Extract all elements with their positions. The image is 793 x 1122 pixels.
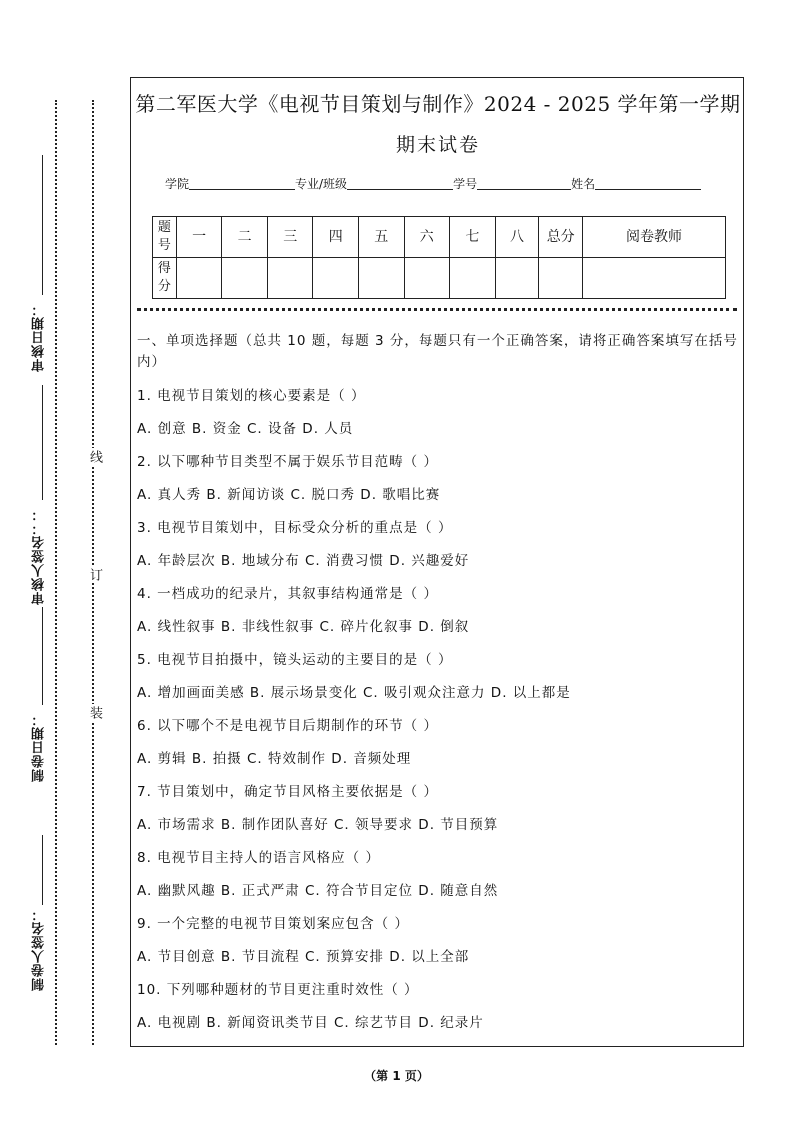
question-10: 10. 下列哪种题材的节目更注重时效性（ ） — [137, 982, 419, 998]
header-cell-question-no: 题号 — [153, 217, 177, 258]
score-cell-6[interactable] — [404, 258, 450, 299]
setter-date-label: 制卷日期： — [32, 712, 47, 782]
score-table-score-row — [153, 258, 726, 299]
options-1: A. 创意 B. 资金 C. 设备 D. 人员 — [137, 421, 354, 437]
name-label: 姓名 — [571, 177, 596, 191]
question-4: 4. 一档成功的纪录片，其叙事结构通常是（ ） — [137, 586, 438, 602]
section-single-choice — [137, 331, 741, 1043]
section-heading: 一、单项选择题（总共 10 题，每题 3 分，每题只有一个正确答案，请将正确答案填写在括号内） — [137, 333, 738, 370]
score-cell-8[interactable] — [495, 258, 539, 299]
header-cell-6: 六 — [404, 217, 450, 258]
binding-char-seal: 装 — [87, 706, 102, 719]
question-5: 5. 电视节目拍摄中，镜头运动的主要目的是（ ） — [137, 652, 453, 668]
header-cell-grader: 阅卷教师 — [583, 217, 726, 258]
page-number: （第 1 页） — [364, 1069, 429, 1083]
major-label: 专业/班级 — [295, 177, 348, 191]
score-cell-2[interactable] — [222, 258, 268, 299]
options-10: A. 电视剧 B. 新闻资讯类节目 C. 综艺节目 D. 纪录片 — [137, 1015, 484, 1031]
college-field[interactable] — [189, 177, 295, 190]
score-row-label: 得分 — [153, 258, 177, 299]
reviewer-signature-label: 审核人签名：： — [32, 507, 47, 605]
header-cell-8: 八 — [495, 217, 539, 258]
header-cell-2: 二 — [222, 217, 268, 258]
score-table-header-row — [153, 217, 726, 258]
dotted-separator — [137, 308, 737, 311]
setter-signature-label: 制卷人签名： — [32, 907, 47, 991]
question-3: 3. 电视节目策划中，目标受众分析的重点是（ ） — [137, 520, 453, 536]
binding-margin — [0, 0, 128, 1122]
score-cell-7[interactable] — [450, 258, 496, 299]
question-7: 7. 节目策划中，确定节目风格主要依据是（ ） — [137, 784, 438, 800]
options-2: A. 真人秀 B. 新闻访谈 C. 脱口秀 D. 歌唱比赛 — [137, 487, 441, 503]
exam-title: 第二军医大学《电视节目策划与制作》2024 - 2025 学年第一学期 — [135, 92, 741, 116]
review-date-underline — [42, 155, 43, 295]
binding-char-bind: 订 — [87, 568, 102, 581]
header-cell-5: 五 — [359, 217, 405, 258]
score-cell-5[interactable] — [359, 258, 405, 299]
question-8: 8. 电视节目主持人的语言风格应（ ） — [137, 850, 380, 866]
score-cell-grader[interactable] — [583, 258, 726, 299]
student-id-field[interactable] — [477, 177, 571, 190]
options-3: A. 年龄层次 B. 地域分布 C. 消费习惯 D. 兴趣爱好 — [137, 553, 470, 569]
reviewer-signature-underline — [42, 385, 43, 500]
header-cell-1: 一 — [176, 217, 222, 258]
score-cell-total[interactable] — [539, 258, 583, 299]
score-table — [152, 216, 726, 299]
header-cell-7: 七 — [450, 217, 496, 258]
header-cell-4: 四 — [313, 217, 359, 258]
college-label: 学院 — [165, 177, 190, 191]
options-7: A. 市场需求 B. 制作团队喜好 C. 领导要求 D. 节目预算 — [137, 817, 499, 833]
score-cell-4[interactable] — [313, 258, 359, 299]
question-9: 9. 一个完整的电视节目策划案应包含（ ） — [137, 916, 409, 932]
exam-subtitle: 期末试卷 — [395, 134, 480, 156]
major-field[interactable] — [347, 177, 453, 190]
options-8: A. 幽默风趣 B. 正式严肃 C. 符合节目定位 D. 随意自然 — [137, 883, 499, 899]
options-6: A. 剪辑 B. 拍摄 C. 特效制作 D. 音频处理 — [137, 751, 412, 767]
review-date-label: 审核日期： — [32, 302, 47, 372]
header-cell-total: 总分 — [539, 217, 583, 258]
question-2: 2. 以下哪种节目类型不属于娱乐节目范畴（ ） — [137, 454, 438, 470]
name-field[interactable] — [595, 177, 701, 190]
binding-dotted-line-outer — [55, 100, 57, 1045]
question-1: 1. 电视节目策划的核心要素是（ ） — [137, 388, 366, 404]
setter-date-underline — [42, 605, 43, 705]
options-4: A. 线性叙事 B. 非线性叙事 C. 碎片化叙事 D. 倒叙 — [137, 619, 470, 635]
student-id-label: 学号 — [453, 177, 478, 191]
options-5: A. 增加画面美感 B. 展示场景变化 C. 吸引观众注意力 D. 以上都是 — [137, 685, 571, 701]
header-cell-3: 三 — [267, 217, 313, 258]
score-cell-1[interactable] — [176, 258, 222, 299]
question-6: 6. 以下哪个不是电视节目后期制作的环节（ ） — [137, 718, 438, 734]
score-cell-3[interactable] — [267, 258, 313, 299]
student-info-line — [165, 175, 701, 192]
exam-frame — [130, 77, 744, 1047]
options-9: A. 节目创意 B. 节目流程 C. 预算安排 D. 以上全部 — [137, 949, 470, 965]
binding-char-line: 线 — [87, 450, 102, 463]
